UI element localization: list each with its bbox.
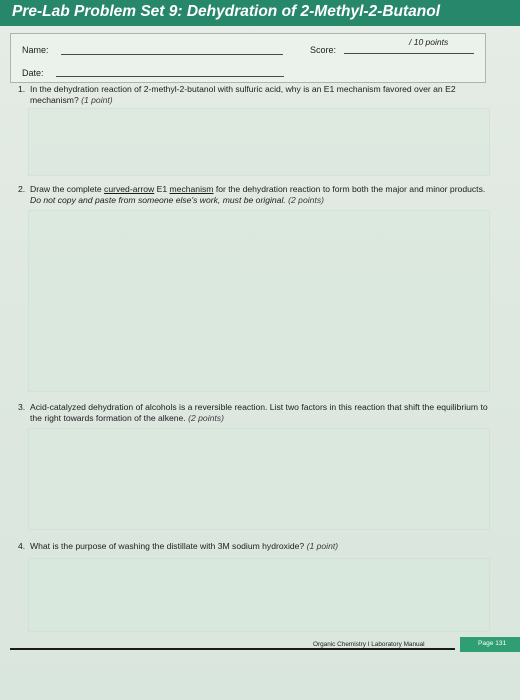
answer-area-4[interactable] [28,558,490,632]
title-bar [0,0,520,26]
question-2 [18,184,493,206]
question-4 [18,541,493,552]
answer-area-3[interactable] [28,428,490,530]
question-text: E1 [156,184,168,194]
name-label: Name: [22,45,49,55]
question-number: 4. [18,541,26,551]
question-text: What is the purpose of washing the distillate with 3M sodium hydroxide? [30,541,305,551]
question-1 [18,84,493,106]
question-points: (2 points) [188,413,224,423]
originality-note: Do not copy and paste from someone else's work, must be original. [30,195,286,205]
question-points: (2 points) [288,195,324,205]
page-title: Pre-Lab Problem Set 9: Dehydration of 2-Methyl-2-Butanol [12,3,441,20]
footer-rule [10,648,455,650]
footer-manual-title: Organic Chemistry I Laboratory Manual [313,641,425,648]
date-field-line[interactable] [56,76,284,77]
page-number: Page 131 [478,640,507,647]
answer-area-1[interactable] [28,108,490,176]
answer-area-2[interactable] [28,210,490,392]
score-field-line[interactable] [344,53,474,54]
score-label: Score: [310,45,337,55]
question-points: (1 point) [306,541,339,551]
date-label: Date: [22,68,44,78]
question-3 [18,402,493,424]
page-number-badge [460,637,520,652]
question-text: In the dehydration reaction of 2-methyl-2-butanol with sulfuric acid, why is an E1 mechanism favored over an E2 mechanism? [30,84,456,105]
question-number: 3. [18,402,26,412]
term-curved-arrow: curved-arrow [104,184,155,194]
question-text: Acid-catalyzed dehydration of alcohols is a reversible reaction. List two factors in this reaction that shift the equilibrium to the right towards formation of the alkene. [30,402,488,423]
question-number: 2. [18,184,26,194]
question-number: 1. [18,84,26,94]
student-info-box [10,33,486,83]
score-total: / 10 points [409,37,449,47]
question-text: for the dehydration reaction to form both the major and minor products. [215,184,486,194]
name-field-line[interactable] [61,54,283,55]
term-mechanism: mechanism [169,184,214,194]
question-points: (1 point) [81,95,113,105]
question-text: Draw the complete [30,184,102,194]
